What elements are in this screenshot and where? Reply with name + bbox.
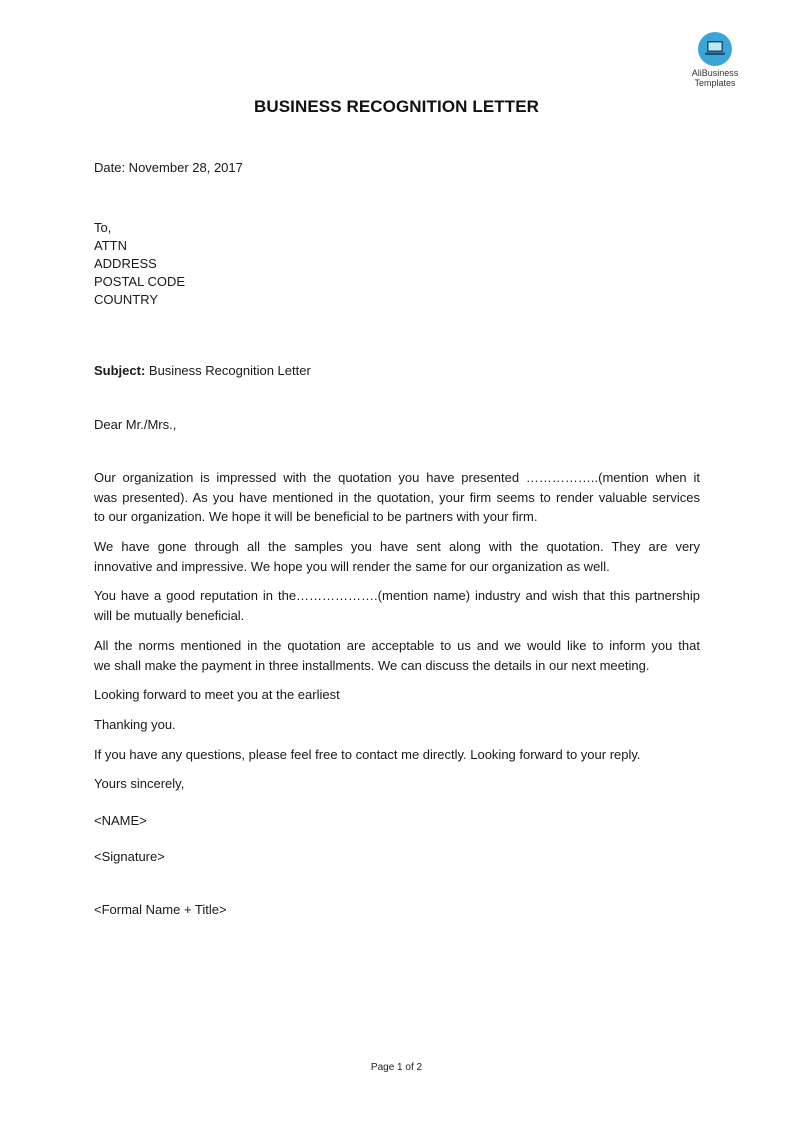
body-paragraph-4: All the norms mentioned in the quotation are acceptable to us and we would like to inform you that we shall make the payment in three installments. We can discuss the details in our next meeting. bbox=[94, 638, 700, 673]
body-paragraph-2: We have gone through all the samples you have sent along with the quotation. They are very innovative and impressive. We hope you will render the same for our organization as well. bbox=[94, 539, 700, 574]
recipient-attn: ATTN bbox=[94, 238, 127, 253]
page-number: Page 1 of 2 bbox=[370, 1062, 423, 1073]
recipient-postal-code: POSTAL CODE bbox=[94, 274, 186, 289]
closing-looking-forward: Looking forward to meet you at the earliest bbox=[94, 687, 340, 702]
sender-name-placeholder: <NAME> bbox=[94, 813, 147, 828]
laptop-icon bbox=[698, 32, 732, 66]
body-paragraph-3: You have a good reputation in the……………….(mention name) industry and wish that this partnership will be mutually beneficial. bbox=[94, 588, 700, 623]
alibusiness-logo bbox=[683, 32, 747, 88]
body-paragraph-1: Our organization is impressed with the quotation you have presented ……………..(mention when it was presented). As you have mentioned in the quotation, your firm seems to render valuable services to our organization. We hope it will be beneficial to be partners with your firm. bbox=[94, 470, 700, 524]
closing-thanking: Thanking you. bbox=[94, 717, 176, 732]
signature-placeholder: <Signature> bbox=[94, 849, 165, 864]
recipient-address: ADDRESS bbox=[94, 256, 157, 271]
subject-text: Business Recognition Letter bbox=[145, 363, 311, 378]
recipient-to: To, bbox=[94, 220, 112, 235]
closing-questions: If you have any questions, please feel free to contact me directly. Looking forward to your reply. bbox=[94, 747, 641, 762]
subject-line bbox=[94, 362, 311, 380]
formal-name-title-placeholder: <Formal Name + Title> bbox=[94, 902, 227, 917]
letter-date: Date: November 28, 2017 bbox=[94, 160, 243, 175]
logo-text: AliBusiness Templates bbox=[691, 68, 739, 88]
subject-label: Subject: bbox=[94, 363, 146, 378]
letter-title: BUSINESS RECOGNITION LETTER bbox=[253, 97, 540, 116]
closing-sincerely: Yours sincerely, bbox=[94, 776, 185, 791]
recipient-country: COUNTRY bbox=[94, 292, 159, 307]
greeting: Dear Mr./Mrs., bbox=[94, 417, 177, 432]
